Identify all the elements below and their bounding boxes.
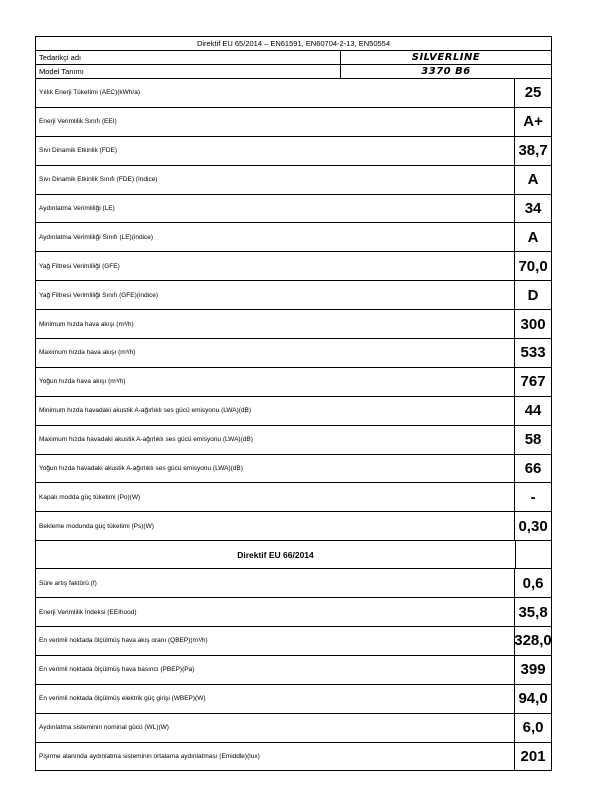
row-label: Minimum hızda hava akışı (m³/h) (39, 320, 134, 328)
row-label: Minimum hızda havadaki akustik A-ağırlıklı ses gücü emisyonu (LWA)(dB) (39, 407, 252, 415)
table-row (35, 742, 552, 771)
table-row (35, 454, 552, 483)
table-row (35, 251, 552, 280)
table-row (35, 165, 552, 194)
row-value: 533 (514, 339, 551, 367)
table-row (35, 222, 552, 251)
row-value: 201 (514, 743, 551, 771)
table-row (35, 425, 552, 454)
table-row (35, 626, 552, 655)
directive-header: Direktif EU 65/2014 – EN61591, EN60704-2-13, EN50554 (35, 36, 552, 50)
row-value: - (514, 483, 551, 511)
section-66-blank (515, 540, 552, 568)
table-row (35, 367, 552, 396)
row-value: A (514, 223, 551, 251)
row-value: D (514, 281, 551, 309)
row-label: Sıvı Dinamik Etkinlik Sınıfı (FDE) (Indice) (39, 176, 158, 184)
row-value: 6,0 (514, 714, 551, 742)
table-row (35, 194, 552, 223)
section-66-title: Direktif EU 66/2014 (35, 540, 515, 568)
table-row (35, 655, 552, 684)
row-label: Maximum hızda havadaki akustik A-ağırlıklı ses gücü emisyonu (LWA)(dB) (39, 436, 253, 444)
row-value: 35,8 (514, 598, 551, 626)
row-label: Yoğun hızda havadaki akustik A-ağırlıklı ses gücü emisyonu (LWA)(dB) (39, 465, 243, 473)
table-row (35, 713, 552, 742)
table-row (35, 597, 552, 626)
row-value: 0,6 (514, 569, 551, 597)
row-label: En verimli noktada ölçülmüş hava basıncı (PBEP)(Pa) (39, 666, 195, 674)
supplier-label: Tedarikçi adı (36, 51, 341, 64)
row-value: 58 (514, 426, 551, 454)
table-row (35, 280, 552, 309)
row-label: Kapalı modda güç tüketimi (Po)(W) (39, 493, 141, 501)
row-value: 66 (514, 455, 551, 483)
model-label: Model Tanımı (36, 65, 341, 78)
row-label: Pişirme alanında aydınlatma sisteminin ortalama aydınlatması (Emiddle)(lux) (39, 753, 260, 761)
eu66-rows (35, 568, 552, 770)
table-row (35, 511, 552, 540)
row-value: 767 (514, 368, 551, 396)
table-row (35, 568, 552, 597)
table-row (35, 136, 552, 165)
energy-label-table (35, 36, 552, 771)
table-row (35, 78, 552, 107)
row-label: Süre artış faktörü (f) (39, 579, 97, 587)
table-row (35, 396, 552, 425)
row-label: Yağ Filtresi Verimliliği Sınıfı (GFE)(indice) (39, 291, 159, 299)
model-row (35, 64, 552, 78)
row-label: Maximum hızda hava akışı (m³/h) (39, 349, 136, 357)
row-value: 0,30 (514, 512, 551, 540)
row-label: Enerji Verimlilik İndeksi (EEIhood) (39, 608, 137, 616)
row-label: Yoğun hızda hava akışı (m³/h) (39, 378, 126, 386)
row-label: Aydınlatma Verimliliği Sınıfı (LE)(indice) (39, 233, 154, 241)
row-value: 38,7 (514, 137, 551, 165)
supplier-value: SILVERLINE (411, 52, 481, 63)
row-label: Aydınlatma sisteminin nominal gücü (WL)(W) (39, 724, 169, 732)
row-label: Aydınlatma Verimliliği (LE) (39, 205, 115, 212)
row-label: Bekleme modunda güç tüketimi (Ps)(W) (39, 522, 154, 530)
row-value: 44 (514, 397, 551, 425)
model-value: 3370 B6 (421, 66, 471, 77)
row-value: 25 (514, 79, 551, 107)
eu65-rows (35, 78, 552, 540)
table-bottom-border (35, 770, 552, 771)
row-value: 328,0 (514, 627, 551, 655)
table-row (35, 684, 552, 713)
row-label: En verimli noktada ölçülmüş hava akış oranı (QBEP)(m³/h) (39, 637, 208, 645)
table-row (35, 107, 552, 136)
row-label: Enerji Verimlilik Sınıfı (EEI) (39, 118, 117, 126)
row-value: 94,0 (514, 685, 551, 713)
section-66-row (35, 540, 552, 568)
row-value: 399 (514, 656, 551, 684)
table-row (35, 482, 552, 511)
table-row (35, 309, 552, 338)
row-value: A (514, 166, 551, 194)
supplier-row (35, 50, 552, 64)
table-row (35, 338, 552, 367)
row-label: Sıvı Dinamik Etkinlik (FDE) (39, 147, 118, 155)
row-value: 70,0 (514, 252, 551, 280)
row-label: Yağ Filtresi Verimliliği (GFE) (39, 262, 120, 270)
row-label: Yıllık Enerji Tüketimi (AEC)(kWh/a) (39, 89, 141, 97)
row-value: 34 (514, 195, 551, 223)
row-value: A+ (514, 108, 551, 136)
row-value: 300 (514, 310, 551, 338)
row-label: En verimli noktada ölçülmüş elektrik güç girişi (WBEP)(W) (39, 695, 206, 703)
